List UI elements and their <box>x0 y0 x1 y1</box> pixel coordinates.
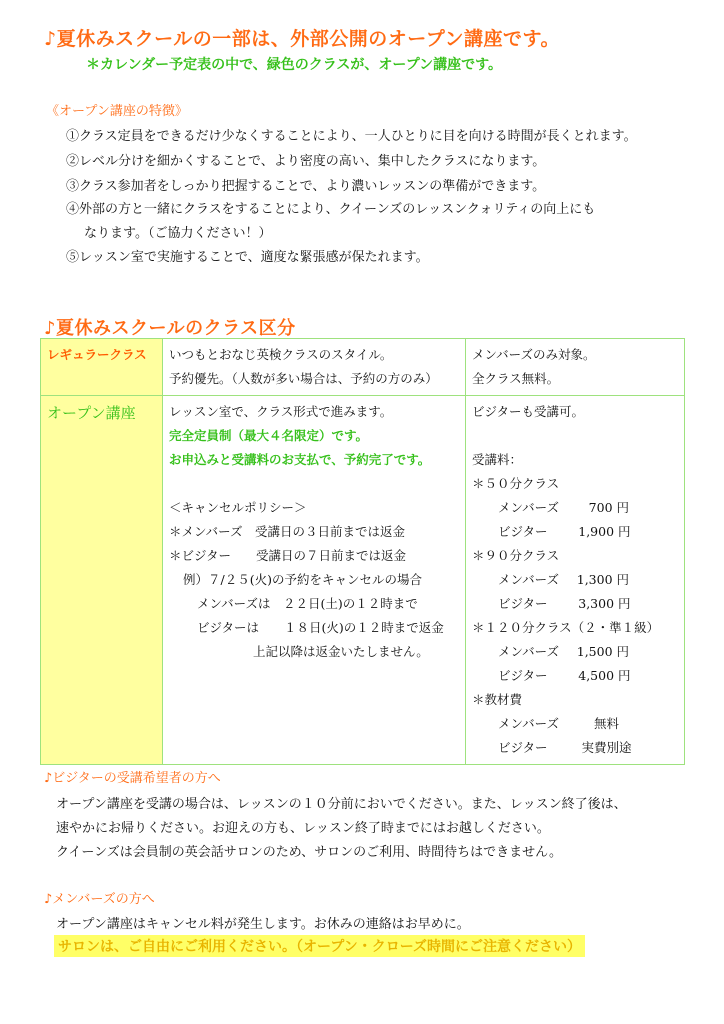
fee-price: 1,900 円 <box>578 524 631 539</box>
fee-price: 700 円 <box>588 500 630 515</box>
visitor-line: オープン講座を受講の場合は、レッスンの１０分前においでください。また、レッスン終了後は、 <box>56 797 627 812</box>
fee-who: ビジター <box>498 596 548 611</box>
spacer <box>472 424 678 448</box>
fee-who: ビジター <box>498 740 548 755</box>
regular-class-label: レギュラークラス <box>47 347 147 362</box>
fee-who: メンバーズ <box>498 572 560 587</box>
page-title: ♪夏休みスクールの一部は、外部公開のオープン講座です。 <box>44 28 561 50</box>
fee-price: 1,500 円 <box>576 644 630 659</box>
regular-desc: いつもとおなじ英検クラスのスタイル。 <box>169 347 393 362</box>
open-desc-capacity: 完全定員制（最大４名限定）です。 <box>169 428 369 443</box>
fee-row <box>472 568 678 592</box>
visitor-line: 速やかにお帰りください。お迎えの方も、レッスン終了時までにはお越しください。 <box>56 821 550 836</box>
fee-who: ビジター <box>498 524 548 539</box>
fee-price: 実費別途 <box>581 740 632 755</box>
salon-highlight: サロンは、ご自由にご利用ください。（オープン・クローズ時間にご注意ください） <box>54 935 585 957</box>
classes-heading: ♪夏休みスクールのクラス区分 <box>44 318 296 339</box>
open-class-row <box>41 396 685 765</box>
open-class-label-cell <box>41 396 163 765</box>
regular-class-desc-cell <box>163 339 466 396</box>
fee-course: ＊教材費 <box>472 692 523 707</box>
cancel-example-visitors: ビジターは １８日(火)の１２時まで返金 <box>197 620 444 635</box>
fee-row <box>472 640 678 664</box>
feature-item: ①クラス定員をできるだけ少なくすることにより、一人ひとりに目を向ける時間が長くとれます。 <box>66 129 637 144</box>
feature-item: ③クラス参加者をしっかり把握することで、より濃いレッスンの準備ができます。 <box>66 179 546 194</box>
cancel-example-members: メンバーズは ２２日(土)の１２時まで <box>197 596 418 611</box>
open-class-desc-cell <box>163 396 466 765</box>
fee-who: メンバーズ <box>498 716 560 731</box>
cancel-example: 例）７/２５(火)の予約をキャンセルの場合 <box>183 572 422 587</box>
regular-class-row <box>41 339 685 396</box>
fee-row <box>472 496 678 520</box>
fee-row <box>472 520 678 544</box>
fee-row <box>472 712 678 736</box>
feature-item: ②レベル分けを細かくすることで、より密度の高い、集中したクラスになります。 <box>66 154 546 169</box>
open-class-fee-cell <box>466 396 685 765</box>
regular-desc: 予約優先。（人数が多い場合は、予約の方のみ） <box>169 371 438 386</box>
feature-item: ④外部の方と一緒にクラスをすることにより、クイーンズのレッスンクォリティの向上にも <box>66 202 596 217</box>
fee-title: 受講料： <box>472 452 523 467</box>
regular-class-label-cell <box>41 339 163 396</box>
fee-who: メンバーズ <box>498 500 560 515</box>
fee-who: ビジター <box>498 668 548 683</box>
fee-course: ＊１２０分クラス（２・準１級） <box>472 620 660 635</box>
members-line: オープン講座はキャンセル料が発生します。お休みの連絡はお早めに。 <box>56 917 470 932</box>
cancel-policy-members: ＊メンバーズ 受講日の３日前までは返金 <box>169 524 406 539</box>
cancel-policy-title: ＜キャンセルポリシー＞ <box>169 500 307 515</box>
visitor-section-heading: ♪ビジターの受講希望者の方へ <box>44 771 221 786</box>
spacer <box>169 472 459 496</box>
page-subtitle: ＊カレンダー予定表の中で、緑色のクラスが、オープン講座です。 <box>86 57 503 73</box>
fee-price: 3,300 円 <box>578 596 631 611</box>
members-section-heading: ♪メンバーズの方へ <box>44 892 155 907</box>
cancel-example-after: 上記以降は返金いたしません。 <box>253 644 429 659</box>
open-desc-reservation: お申込みと受講料のお支払で、予約完了です。 <box>169 452 431 467</box>
regular-target: メンバーズのみ対象。 <box>472 347 596 362</box>
regular-class-target-cell <box>466 339 685 396</box>
fee-who: メンバーズ <box>498 644 560 659</box>
fee-price: 1,300 円 <box>576 572 630 587</box>
features-heading: 《オープン講座の特徴》 <box>46 104 188 119</box>
fee-price: 4,500 円 <box>578 668 631 683</box>
fee-row <box>472 664 678 688</box>
feature-item: ⑤レッスン室で実施することで、適度な緊張感が保たれます。 <box>66 250 429 265</box>
visitor-ok: ビジターも受講可。 <box>472 404 585 419</box>
fee-row <box>472 736 678 760</box>
class-table <box>40 338 685 765</box>
open-desc: レッスン室で、クラス形式で進みます。 <box>169 404 393 419</box>
open-class-label: オープン講座 <box>47 404 136 422</box>
visitor-line: クイーンズは会員制の英会話サロンのため、サロンのご利用、時間待ちはできません。 <box>56 845 562 860</box>
fee-course: ＊５０分クラス <box>472 476 560 491</box>
fee-course: ＊９０分クラス <box>472 548 560 563</box>
feature-item-continued: なります。（ご協力ください！） <box>84 226 272 241</box>
fee-price: 無料 <box>594 716 620 731</box>
fee-row <box>472 592 678 616</box>
cancel-policy-visitors: ＊ビジター 受講日の７日前までは返金 <box>169 548 407 563</box>
regular-target: 全クラス無料。 <box>472 371 560 386</box>
